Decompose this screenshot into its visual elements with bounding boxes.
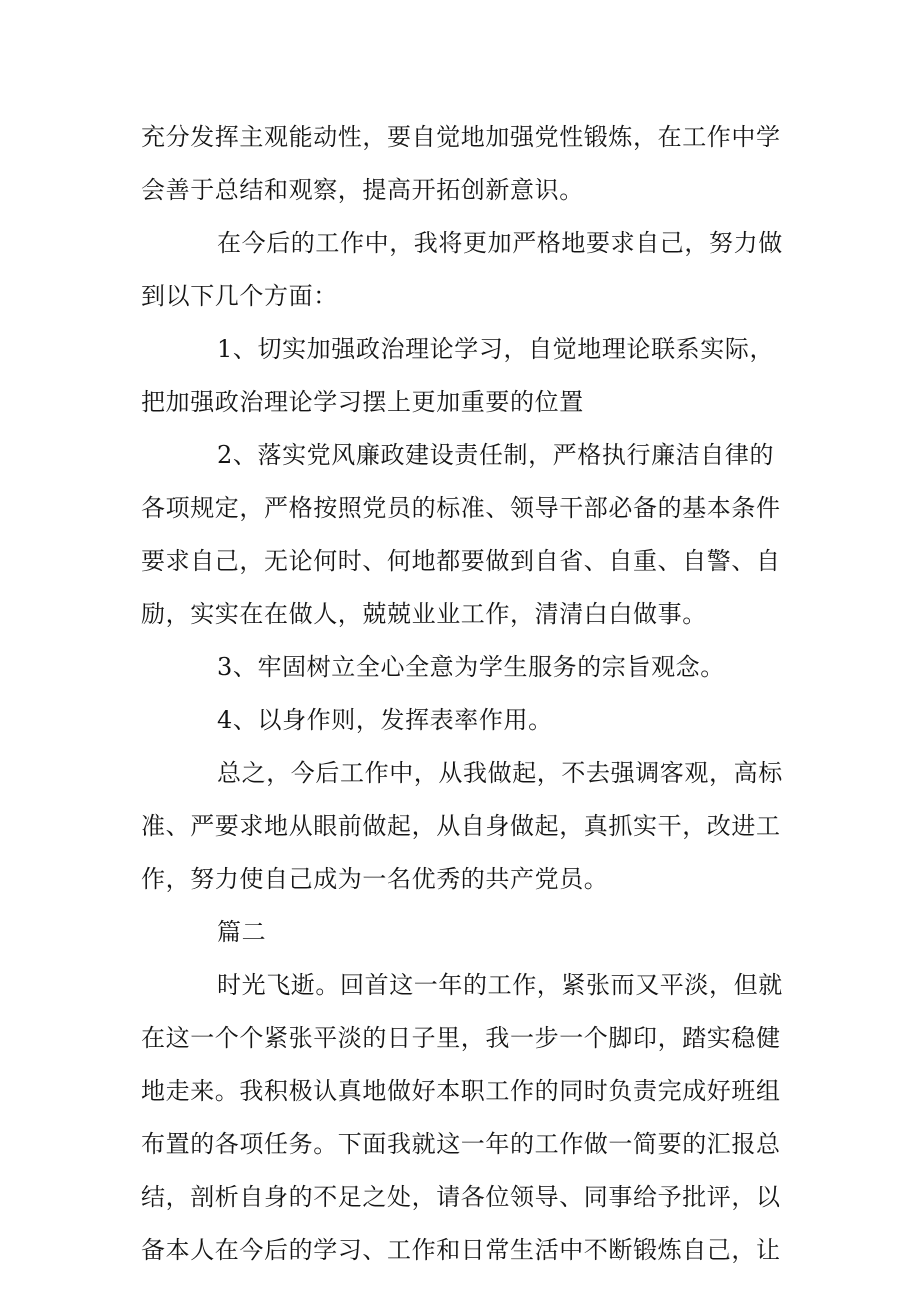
paragraph-start-line: 在今后的工作中，我将更加严格地要求自己，努力做 xyxy=(217,229,783,257)
text-line: 励，实实在在做人，兢兢业业工作，清清白白做事。 xyxy=(141,600,707,628)
list-item-1-line: 1、切实加强政治理论学习，自觉地理论联系实际， xyxy=(217,335,775,363)
text-line: 到以下几个方面： xyxy=(141,282,338,310)
list-item-3-line: 3、牢固树立全心全意为学生服务的宗旨观念。 xyxy=(217,653,725,681)
text-line: 各项规定，严格按照党员的标准、领导干部必备的基本条件 xyxy=(141,494,781,522)
paragraph-start-line: 时光飞逝。回首这一年的工作，紧张而又平淡，但就 xyxy=(217,971,783,999)
text-line: 把加强政治理论学习摆上更加重要的位置 xyxy=(141,388,584,416)
text-line: 布置的各项任务。下面我就这一年的工作做一简要的汇报总 xyxy=(141,1130,781,1158)
text-line: 在这一个个紧张平淡的日子里，我一步一个脚印，踏实稳健 xyxy=(141,1024,781,1052)
text-line: 作，努力使自己成为一名优秀的共产党员。 xyxy=(141,865,609,893)
text-line: 充分发挥主观能动性，要自觉地加强党性锻炼，在工作中学 xyxy=(141,123,781,151)
text-line: 准、严要求地从眼前做起，从自身做起，真抓实干，改进工 xyxy=(141,812,781,840)
text-line: 地走来。我积极认真地做好本职工作的同时负责完成好班组 xyxy=(141,1077,781,1105)
document-body xyxy=(141,111,781,1277)
list-item-2-line: 2、落实党风廉政建设责任制，严格执行廉洁自律的 xyxy=(217,441,775,469)
list-item-4-line: 4、以身作则，发挥表率作用。 xyxy=(217,706,553,734)
text-line: 要求自己，无论何时、何地都要做到自省、自重、自警、自 xyxy=(141,547,781,575)
text-line: 会善于总结和观察，提高开拓创新意识。 xyxy=(141,176,584,204)
paragraph-start-line: 总之，今后工作中，从我做起，不去强调客观，高标 xyxy=(217,759,783,787)
section-heading: 篇二 xyxy=(217,918,267,946)
text-line: 备本人在今后的学习、工作和日常生活中不断锻炼自己，让 xyxy=(141,1236,781,1264)
text-line: 结，剖析自身的不足之处，请各位领导、同事给予批评，以 xyxy=(141,1183,781,1211)
